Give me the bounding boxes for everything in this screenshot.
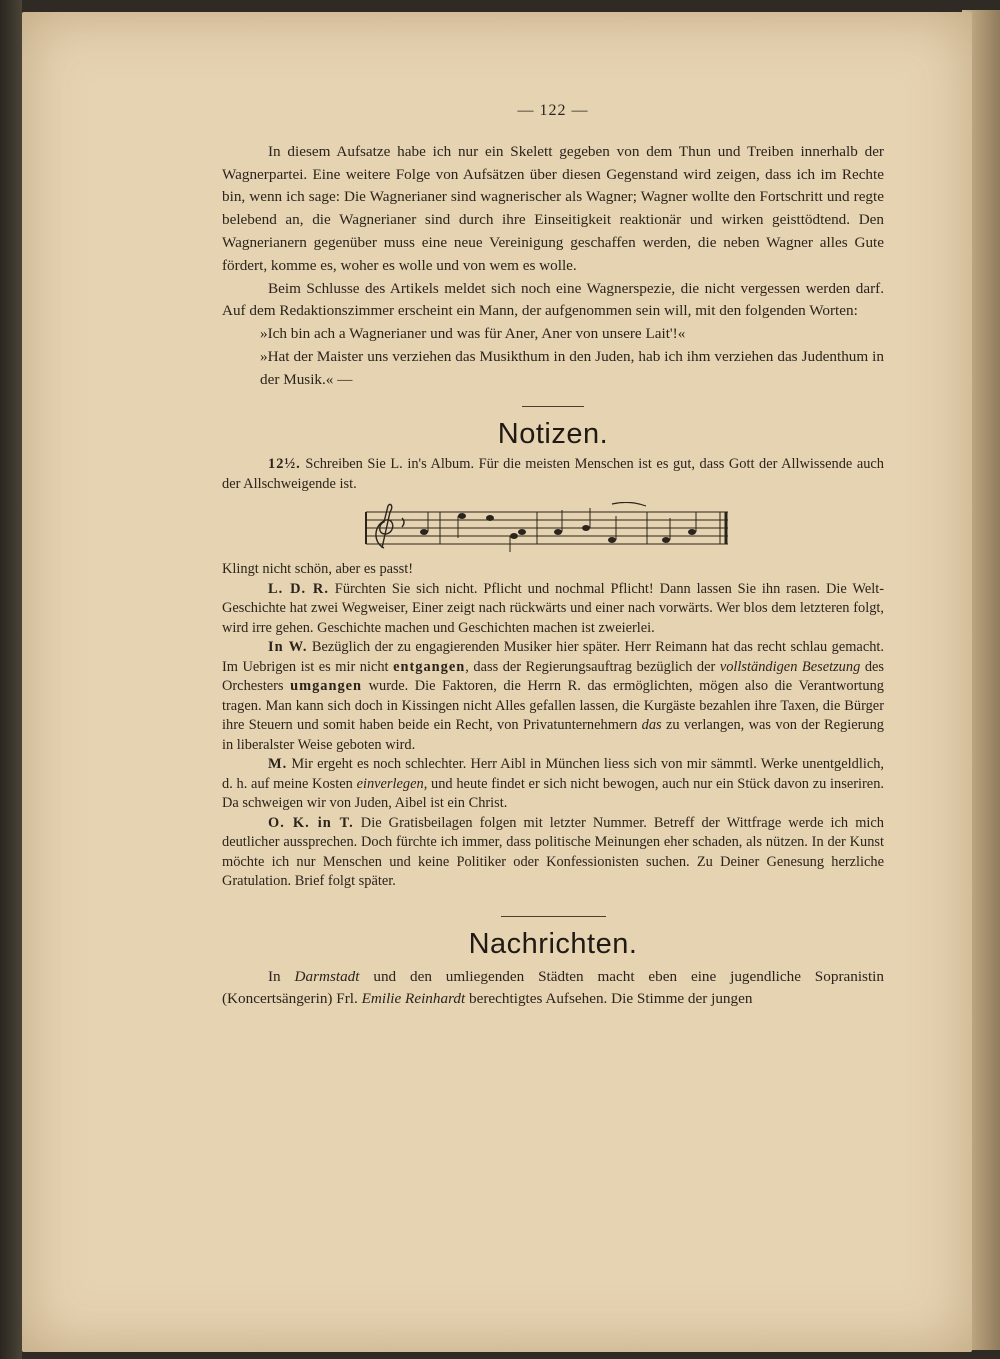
- note-3-text-i: zu verlangen, was von der Regierung in liberalster Weise geboten wird.: [222, 717, 884, 753]
- nachrichten-heading: Nachrichten.: [468, 927, 638, 960]
- intro-paragraph-2: Beim Schlusse des Artikels meldet sich noch eine Wagnerspezie, die nicht vergessen werden darf. Auf dem Redaktionszimmer erscheint ein Mann, der aufgenommen sein will, mit den folgenden Worten:: [222, 279, 884, 320]
- page-content: [222, 100, 884, 1011]
- note-4: [222, 755, 884, 814]
- music-excerpt: [362, 502, 884, 554]
- quote-2: »Hat der Maister uns verziehen das Musikthum in den Juden, hab ich ihm verziehen das Judenthum in der Musik.« —: [260, 347, 884, 388]
- news-text-a: In: [268, 967, 295, 985]
- note-4-emph-einverlegen: einverlegen: [356, 775, 424, 792]
- note-4-text-a: Mir ergeht es noch schlechter. Herr Aibl in München liess sich von mir sämmtl. Werke unentgeldlich, d. h. auf meine Kosten: [222, 756, 884, 792]
- note-3: [222, 638, 884, 755]
- note-3-text-g: wurde. Die Faktoren, die Herrn R. das ermöglichten, mögen also die Verantwortung tragen. Man kann sich doch in Kissingen nicht Alles gefallen lassen, die Kurgäste bezahlen ihre Taxen, die Bürger ihre Steuern und somit haben beide ein Recht, von Privatunternehmern: [222, 678, 884, 734]
- book-spine: [0, 0, 22, 1359]
- note-1-tag: 12½.: [268, 456, 301, 473]
- note-1-after: Klingt nicht schön, aber es passt!: [222, 561, 414, 578]
- news-person: Emilie Reinhardt: [361, 990, 466, 1008]
- note-5-text: Die Gratisbeilagen folgen mit letzter Nummer. Betreff der Wittfrage werde ich mich deutlicher aussprechen. Doch fürchte ich immer, dass politische Meinungen eher schaden, als nützen. In der Kunst möchte ich nur Menschen und keine Politiker oder Konfessionisten suchen. Zu Deiner Genesung herzliche Gratulation. Brief folgt später.: [222, 814, 884, 890]
- music-staff-icon: [362, 502, 732, 554]
- notizen-section: [222, 455, 884, 892]
- note-4-tag: M.: [268, 756, 288, 773]
- note-2: [222, 580, 884, 639]
- intro-paragraph-1: In diesem Aufsatze habe ich nur ein Skelett gegeben von dem Thun und Treiben innerhalb der Wagnerpartei. Eine weitere Folge von Aufsätzen über diesen Gegenstand wird zeigen, dass ich im Rechte bin, wenn ich sage: Die Wagnerianer sind wagnerischer als Wagner; Wagner wollte den Fortschritt und regte belebend an, die Wagnerianer sind durch ihre Einseitigkeit reaktionär und wirken geisttödtend. Den Wagnerianern gegenüber muss eine neue Vereinigung geschaffen werden, die neben Wagner alles Gute fördert, komme es, woher es wolle und von wem es wolle.: [222, 142, 884, 274]
- note-2-text: Fürchten Sie sich nicht. Pflicht und nochmal Pflicht! Dann lassen Sie ihn rasen. Die Welt-Geschichte hat zwei Wegweiser, Einer zeigt nach rückwärts und einer nach vorwärts. Wer blos dem letzteren folgt, wird irre gehen. Geschichte machen und Geschichten machen ist zweierlei.: [222, 580, 885, 636]
- note-4-text-c: , und heute findet er sich nicht bewogen, auch nur ein Stück davon zu inseriren. Da schweigen wir von Juden, Aibel ist ein Christ.: [222, 775, 884, 812]
- quote-1: »Ich bin ach a Wagnerianer und was für Aner, Aner von unsere Lait'!«: [260, 325, 686, 343]
- note-1: [222, 455, 884, 494]
- note-3-text-e: des Orchesters: [222, 658, 884, 695]
- news-text-e: berechtigtes Aufsehen. Die Stimme der jungen: [465, 990, 753, 1008]
- note-1-text: Schreiben Sie L. in's Album. Für die meisten Menschen ist es gut, dass Gott der Allwissende auch der Allschweigende ist.: [222, 456, 884, 492]
- note-3-text-c: , dass der Regierungsauftrag bezüglich der: [465, 658, 720, 675]
- note-3-emph-besetzung: vollständigen Besetzung: [719, 658, 861, 675]
- note-5: [222, 814, 884, 892]
- note-3-emph-das: das: [641, 717, 662, 734]
- note-5-tag: O. K. in T.: [268, 814, 354, 831]
- news-place: Darmstadt: [294, 967, 360, 985]
- section-divider-2: [501, 916, 606, 917]
- note-3-tag: In W.: [268, 639, 308, 656]
- news-text-c: und den umliegenden Städten macht eben eine jugendliche Sopranistin (Koncertsängerin) Frl.: [222, 967, 884, 1008]
- note-2-tag: L. D. R.: [268, 580, 329, 597]
- page-number: — 122 —: [517, 102, 589, 119]
- news-paragraph: [222, 966, 884, 1012]
- note-3-emph-entgangen: entgangen: [393, 658, 466, 675]
- section-divider: [522, 406, 584, 407]
- note-3-emph-umgangen: umgangen: [290, 678, 363, 695]
- note-3-text-a: Bezüglich der zu engagierenden Musiker hier später. Herr Reimann hat das recht schlau gemacht. Im Uebrigen ist es mir nicht: [222, 639, 885, 675]
- notizen-heading: Notizen.: [497, 417, 609, 450]
